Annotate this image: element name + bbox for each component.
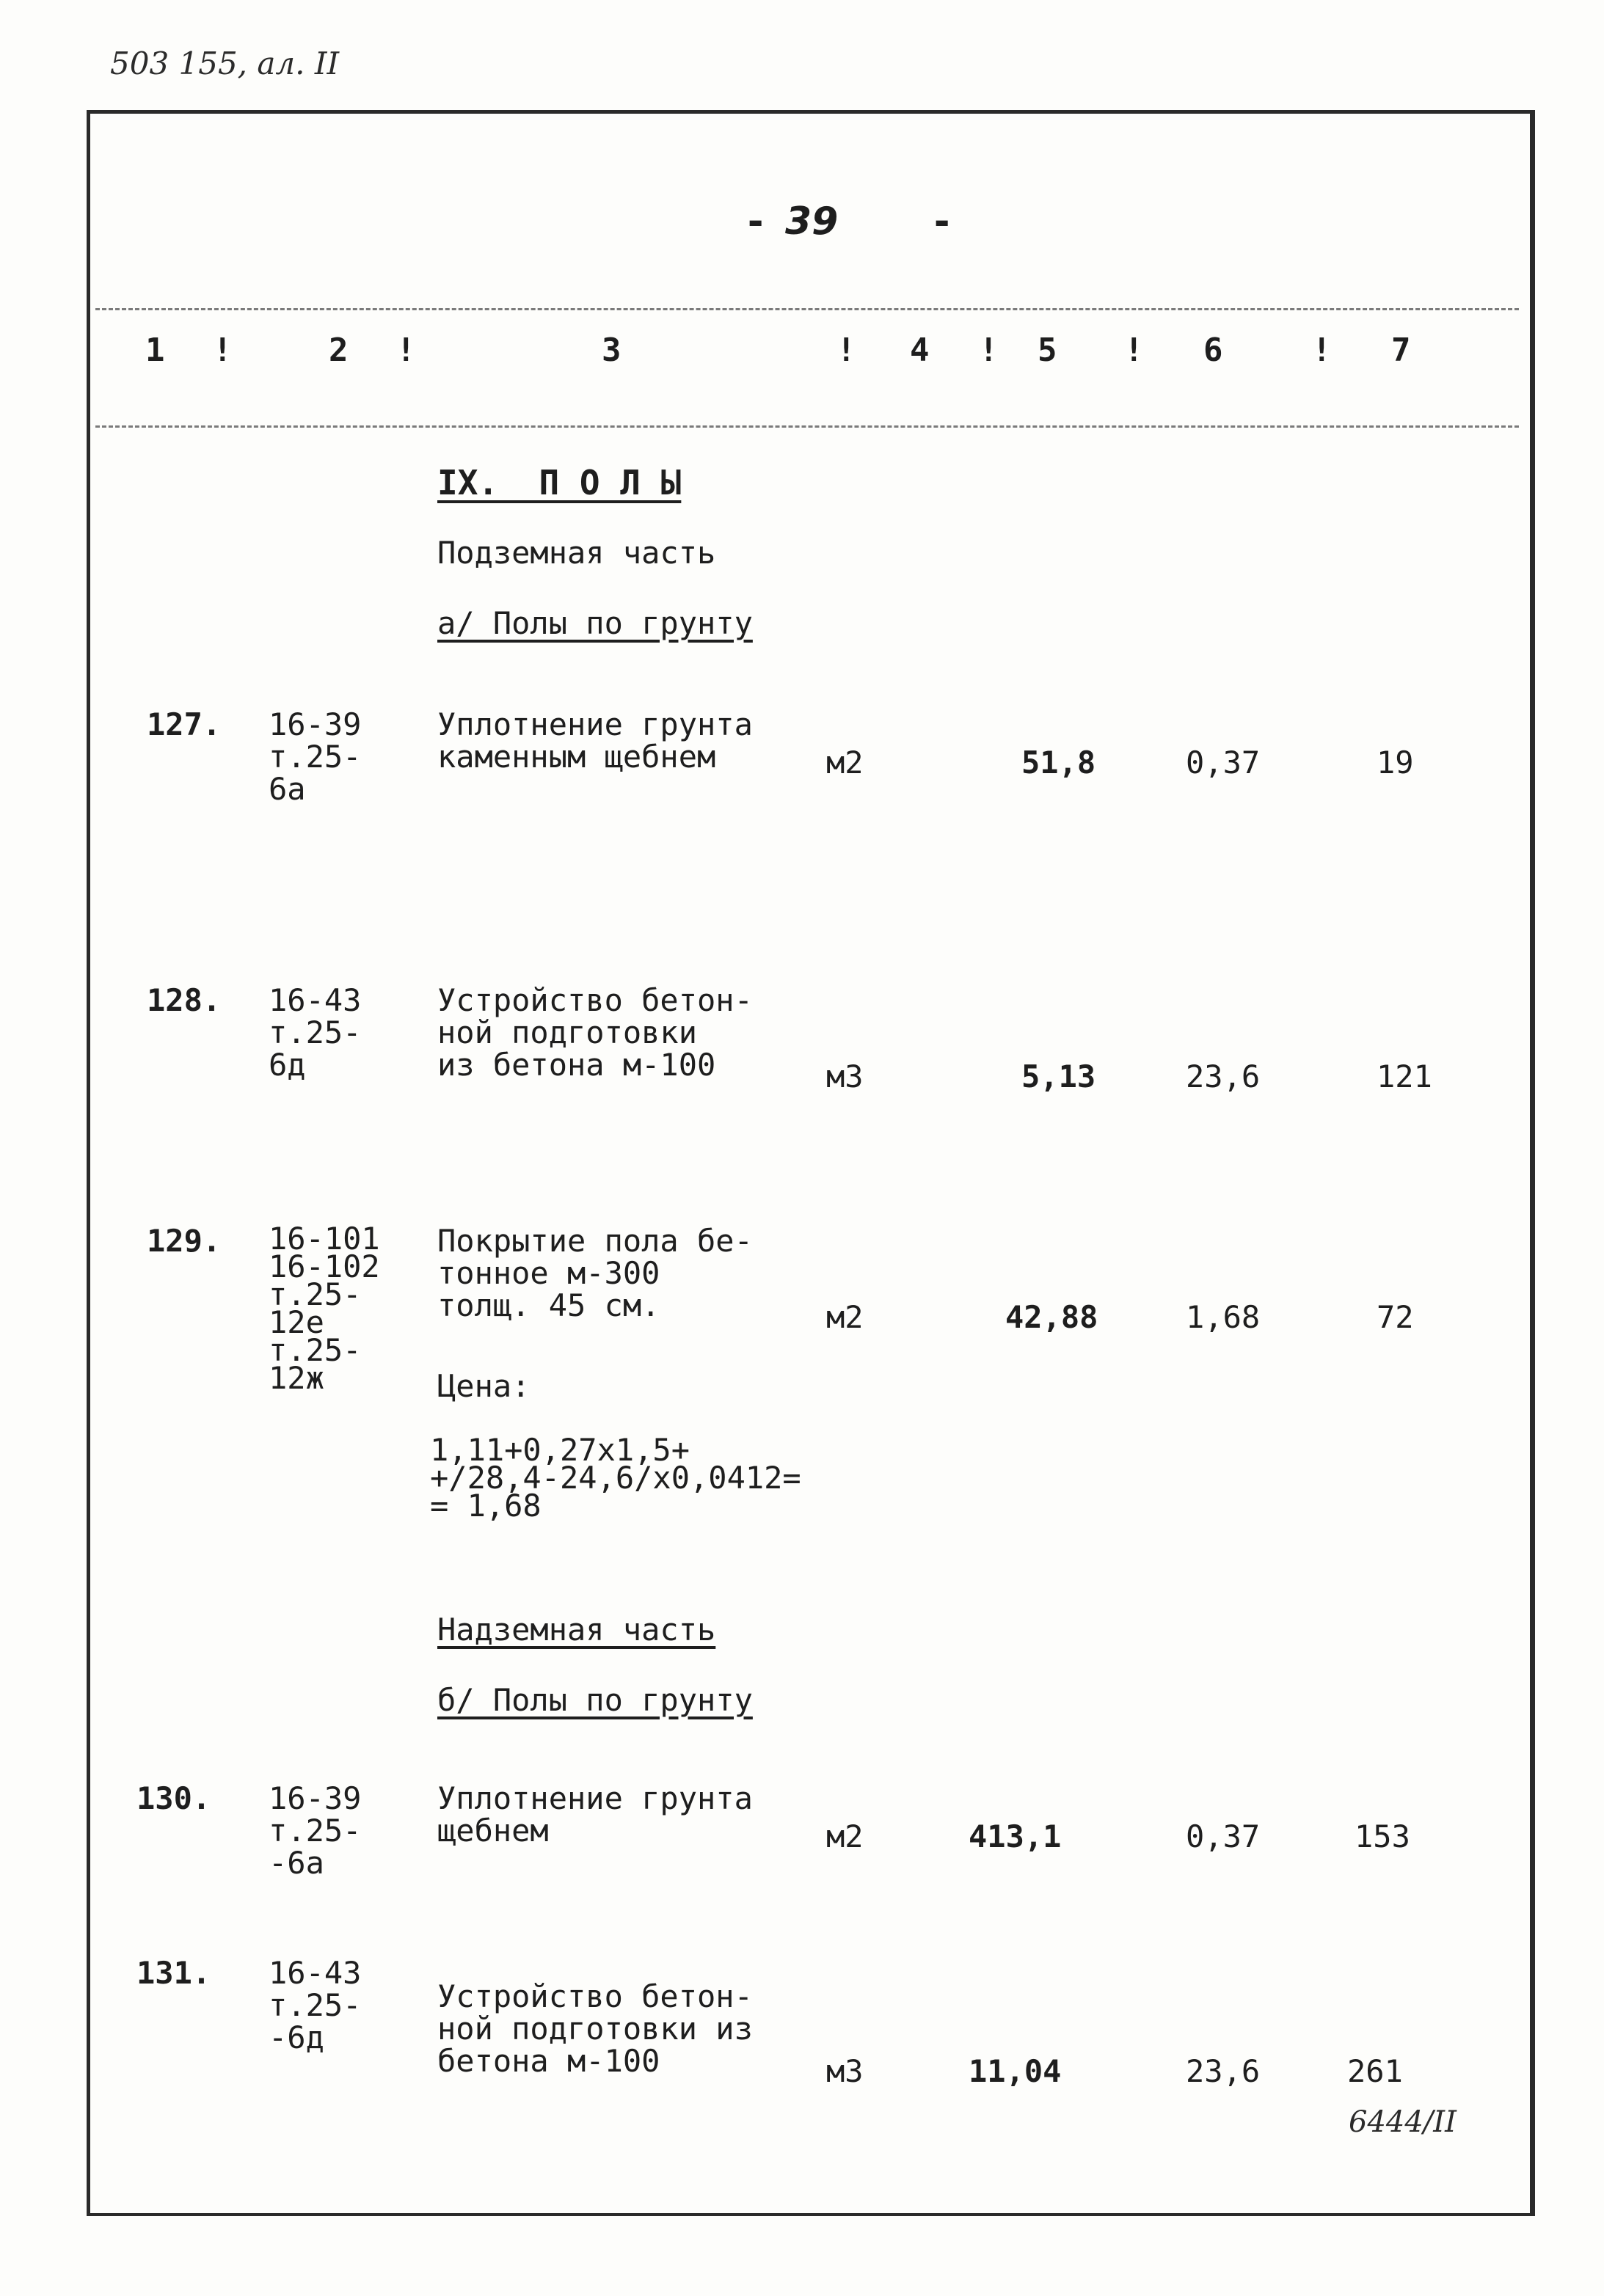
row-price: 0,37 <box>1186 745 1261 780</box>
row-code: 16-39 т.25- 6а <box>269 706 362 807</box>
col-header-5: 5 <box>1038 332 1057 369</box>
col-separator: ! <box>1124 332 1144 369</box>
subsection-ground-floors-b: б/ Полы по грунту <box>437 1682 753 1718</box>
row-unit: м2 <box>826 1299 864 1335</box>
row-total: 153 <box>1355 1818 1410 1854</box>
header-bottom-rule <box>95 425 1519 428</box>
row-name: Уплотнение грунта щебнем <box>437 1780 753 1849</box>
row-quantity: 42,88 <box>1005 1299 1098 1335</box>
col-header-2: 2 <box>329 332 349 369</box>
row-number: 129. <box>147 1223 222 1259</box>
col-header-1: 1 <box>145 332 165 369</box>
subsection-ground-floors-a: а/ Полы по грунту <box>437 605 753 641</box>
row-price: 23,6 <box>1186 1059 1261 1094</box>
row-number: 130. <box>136 1780 211 1816</box>
col-header-3: 3 <box>602 332 621 369</box>
subsection-underground: Подземная часть <box>437 535 716 571</box>
row-name: Уплотнение грунта каменным щебнем <box>437 706 753 775</box>
col-header-7: 7 <box>1391 332 1411 369</box>
col-separator: ! <box>396 332 416 369</box>
row-unit: м2 <box>826 1818 864 1854</box>
row-name: Покрытие пола бе- тонное м-300 толщ. 45 см. <box>437 1223 753 1323</box>
header-top-rule <box>95 308 1519 310</box>
row-unit: м3 <box>826 2053 864 2089</box>
price-formula: 1,11+0,27х1,5+ +/28,4-24,6/х0,0412= = 1,68 <box>430 1432 801 1524</box>
row-code: 16-39 т.25- -6а <box>269 1780 362 1881</box>
archive-note: 503 155, ал. II <box>110 45 340 81</box>
row-total: 72 <box>1377 1299 1414 1335</box>
row-quantity: 413,1 <box>969 1818 1062 1854</box>
row-unit: м3 <box>826 1059 864 1094</box>
row-name: Устройство бетон- ной подготовки из бетона м-100 <box>437 1978 753 2079</box>
row-number: 128. <box>147 982 222 1018</box>
row-number: 131. <box>136 1955 211 1991</box>
row-quantity: 11,04 <box>969 2053 1062 2089</box>
page-number-dash-right: - <box>930 200 954 244</box>
row-price: 1,68 <box>1186 1299 1261 1335</box>
col-separator: ! <box>213 332 233 369</box>
row-code: 16-43 т.25- 6д <box>269 982 362 1083</box>
col-header-4: 4 <box>910 332 930 369</box>
row-total: 261 <box>1347 2053 1403 2089</box>
col-separator: ! <box>979 332 999 369</box>
row-total: 121 <box>1377 1059 1432 1094</box>
col-separator: ! <box>836 332 856 369</box>
row-number: 127. <box>147 706 222 742</box>
row-price: 23,6 <box>1186 2053 1261 2089</box>
row-price: 0,37 <box>1186 1818 1261 1854</box>
row-quantity: 51,8 <box>1021 745 1096 780</box>
section-title: IX. П О Л Ы <box>437 463 682 502</box>
row-total: 19 <box>1377 745 1414 780</box>
row-code: 16-43 т.25- -6д <box>269 1955 362 2055</box>
col-header-6: 6 <box>1203 332 1223 369</box>
row-quantity: 5,13 <box>1021 1059 1096 1094</box>
price-label: Цена: <box>437 1368 531 1404</box>
row-name: Устройство бетон- ной подготовки из бетона м-100 <box>437 982 753 1083</box>
page-number-dash-left: - <box>744 200 768 244</box>
col-separator: ! <box>1312 332 1332 369</box>
sheet-code: 6444/II <box>1349 2105 1457 2139</box>
subsection-aboveground: Надземная часть <box>437 1612 716 1648</box>
page-number: 39 <box>785 200 839 244</box>
row-unit: м2 <box>826 745 864 780</box>
row-code: 16-101 16-102 т.25- 12е т.25- 12ж <box>269 1221 380 1396</box>
